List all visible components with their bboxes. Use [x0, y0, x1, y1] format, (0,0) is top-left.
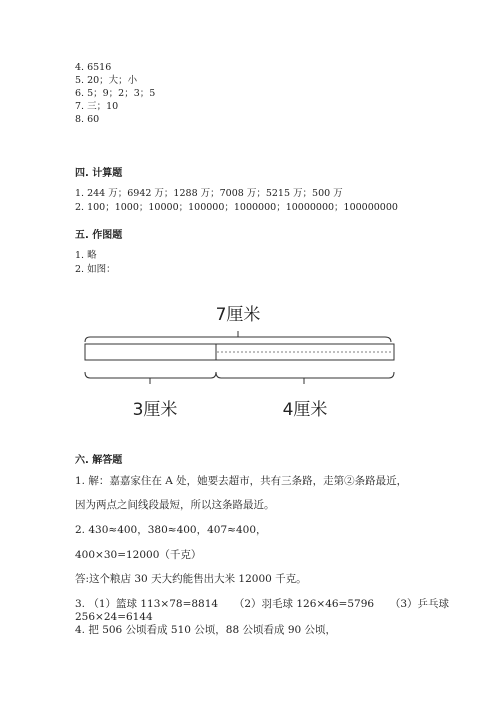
section-5-line-1: 1. 略: [75, 250, 97, 261]
section-5-line-2: 2. 如图：: [75, 264, 116, 275]
section-6-line-8: 4. 把 506 公顷看成 510 公顷，88 公顷看成 90 公顷，: [75, 624, 337, 636]
right-brace: [216, 372, 394, 378]
section-6-line-7: 256×24=6144: [75, 611, 153, 623]
top-brace: [85, 337, 391, 342]
section-5-title: 五. 作图题: [75, 230, 123, 241]
answer-line-5: 5. 20；大；小: [75, 75, 138, 86]
answer-line-8: 8. 60: [75, 114, 100, 125]
section-6-line-1: 1. 解：嘉嘉家住在 A 处，她要去超市，共有三条路，走第②条路最近，: [75, 475, 408, 487]
section-6-line-2: 因为两点之间线段最短，所以这条路最近。: [75, 499, 275, 511]
section-6-line-3: 2. 430≈400，380≈400，407≈400，: [75, 524, 267, 536]
section-6-title: 六. 解答题: [75, 455, 123, 466]
section-6-line-4: 400×30=12000（千克）: [75, 549, 202, 561]
section-4-line-1: 1. 244 万；6942 万；1288 万；7008 万；5215 万；500 万: [75, 188, 343, 199]
answer-line-6: 6. 5；9；2；3；5: [75, 88, 156, 99]
figure-top-label: 7厘米: [215, 305, 261, 325]
section-6-line-5: 答:这个粮店 30 天大约能售出大米 12000 千克。: [75, 573, 307, 585]
figure-left-label: 3厘米: [132, 400, 178, 420]
left-brace: [85, 372, 216, 378]
answer-line-4: 4. 6516: [75, 62, 112, 73]
section-4-line-2: 2. 100；1000；10000；100000；1000000；10000000；100000000: [75, 202, 398, 213]
segment-bar: [85, 344, 394, 360]
figure-right-label: 4厘米: [282, 400, 328, 420]
section-4-title: 四. 计算题: [75, 168, 123, 179]
answer-line-7: 7. 三；10: [75, 101, 119, 112]
section-6-line-6: 3. （1）篮球 113×78=8814 （2）羽毛球 126×46=5796 （3）乒乓球: [75, 598, 450, 610]
